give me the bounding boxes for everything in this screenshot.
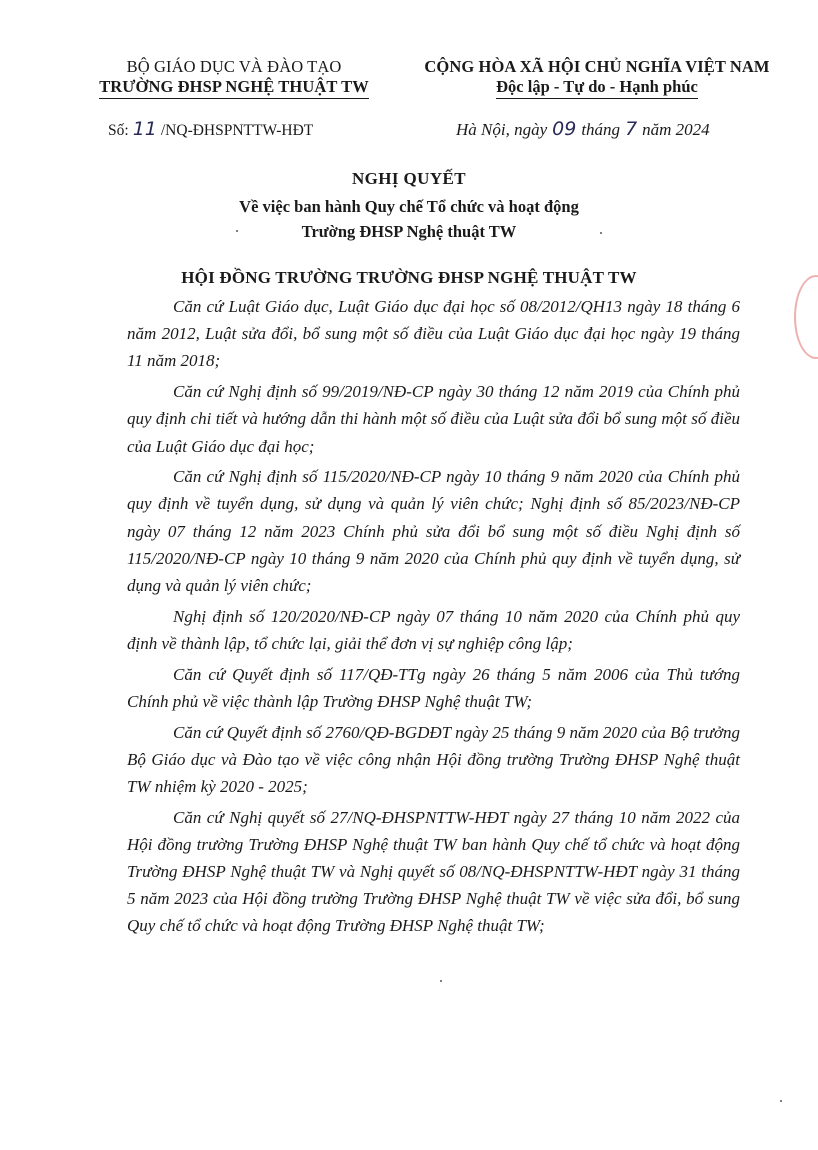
national-motto: Độc lập - Tự do - Hạnh phúc <box>496 77 698 99</box>
paragraph: Căn cứ Quyết định số 2760/QĐ-BGDĐT ngày 25 tháng 9 năm 2020 của Bộ trưởng Bộ Giáo dục và Đào tạo về việc công nhận Hội đồng trường Trường ĐHSP Nghệ thuật TW nhiệm kỳ 2020 - 2025; <box>127 722 740 796</box>
paragraph: Nghị định số 120/2020/NĐ-CP ngày 07 tháng 10 năm 2020 của Chính phủ quy định về thành lập, tổ chức lại, giải thể đơn vị sự nghiệp công lập; <box>127 606 740 653</box>
country-name: CỘNG HÒA XÃ HỘI CHỦ NGHĨA VIỆT NAM <box>424 57 770 76</box>
number-value: 11 <box>132 118 157 140</box>
scan-speck <box>780 1100 782 1102</box>
national-title-block <box>408 57 786 99</box>
ministry-name: BỘ GIÁO DỤC VÀ ĐÀO TẠO <box>126 57 342 76</box>
document-subtitle-line-1: Về việc ban hành Quy chế Tổ chức và hoạt động <box>239 197 579 216</box>
issuer-block <box>84 57 384 99</box>
document-subtitle-line-2: Trường ĐHSP Nghệ thuật TW <box>301 222 517 241</box>
number-label: Số: <box>108 122 129 139</box>
paragraph: Căn cứ Quyết định số 117/QĐ-TTg ngày 26 tháng 5 năm 2006 của Thủ tướng Chính phủ về việc thành lập Trường ĐHSP Nghệ thuật TW; <box>127 664 740 711</box>
date-day: 09 <box>552 118 577 140</box>
document-title: NGHỊ QUYẾT <box>351 169 467 188</box>
paragraph: Căn cứ Nghị định số 115/2020/NĐ-CP ngày 10 tháng 9 năm 2020 của Chính phủ quy định về tuyển dụng, sử dụng và quản lý viên chức; Nghị định số 85/2023/NĐ-CP ngày 07 tháng 12 năm 2023 Chính phủ sửa đổi bổ sung một số điều Nghị định số 115/2020/NĐ-CP ngày 10 tháng 9 năm 2020 của Chính phủ quy định về tuyển dụng, sử dụng và quản lý viên chức; <box>127 467 740 596</box>
paragraph: Căn cứ Luật Giáo dục, Luật Giáo dục đại học số 08/2012/QH13 ngày 18 tháng 6 năm 2012, Luật sửa đổi, bổ sung một số điều của Luật Giáo dục đại học ngày 19 tháng 11 năm 2018; <box>127 297 740 371</box>
scan-speck <box>440 980 442 982</box>
document-number <box>108 118 313 140</box>
number-suffix: /NQ-ĐHSPNTTW-HĐT <box>160 122 314 139</box>
council-heading: HỘI ĐỒNG TRƯỜNG TRƯỜNG ĐHSP NGHỆ THUẬT TW <box>181 268 637 287</box>
paragraph: Căn cứ Nghị định số 99/2019/NĐ-CP ngày 30 tháng 12 năm 2019 của Chính phủ quy định chi tiết và hướng dẫn thi hành một số điều của Luật sửa đổi bổ sung một số điều của Luật Giáo dục đại học; <box>127 382 740 456</box>
school-name: TRƯỜNG ĐHSP NGHỆ THUẬT TW <box>99 77 369 99</box>
paragraph: Căn cứ Nghị quyết số 27/NQ-ĐHSPNTTW-HĐT ngày 27 tháng 10 năm 2022 của Hội đồng trường Trường ĐHSP Nghệ thuật TW ban hành Quy chế tổ chức và hoạt động Trường ĐHSP Nghệ thuật TW và Nghị quyết số 08/NQ-ĐHSPNTTW-HĐT ngày 31 tháng 5 năm 2023 của Hội đồng trường Trường ĐHSP Nghệ thuật TW về việc sửa đổi, bổ sung Quy chế tổ chức và hoạt động Trường ĐHSP Nghệ thuật TW; <box>127 807 740 936</box>
document-date <box>456 118 710 140</box>
date-year: năm 2024 <box>642 120 710 139</box>
date-prefix: Hà Nội, ngày <box>456 120 548 139</box>
scan-speck <box>600 232 602 234</box>
date-month-label: tháng <box>581 120 621 139</box>
date-month: 7 <box>625 118 638 140</box>
scan-speck <box>236 230 238 232</box>
document-body <box>127 293 740 943</box>
